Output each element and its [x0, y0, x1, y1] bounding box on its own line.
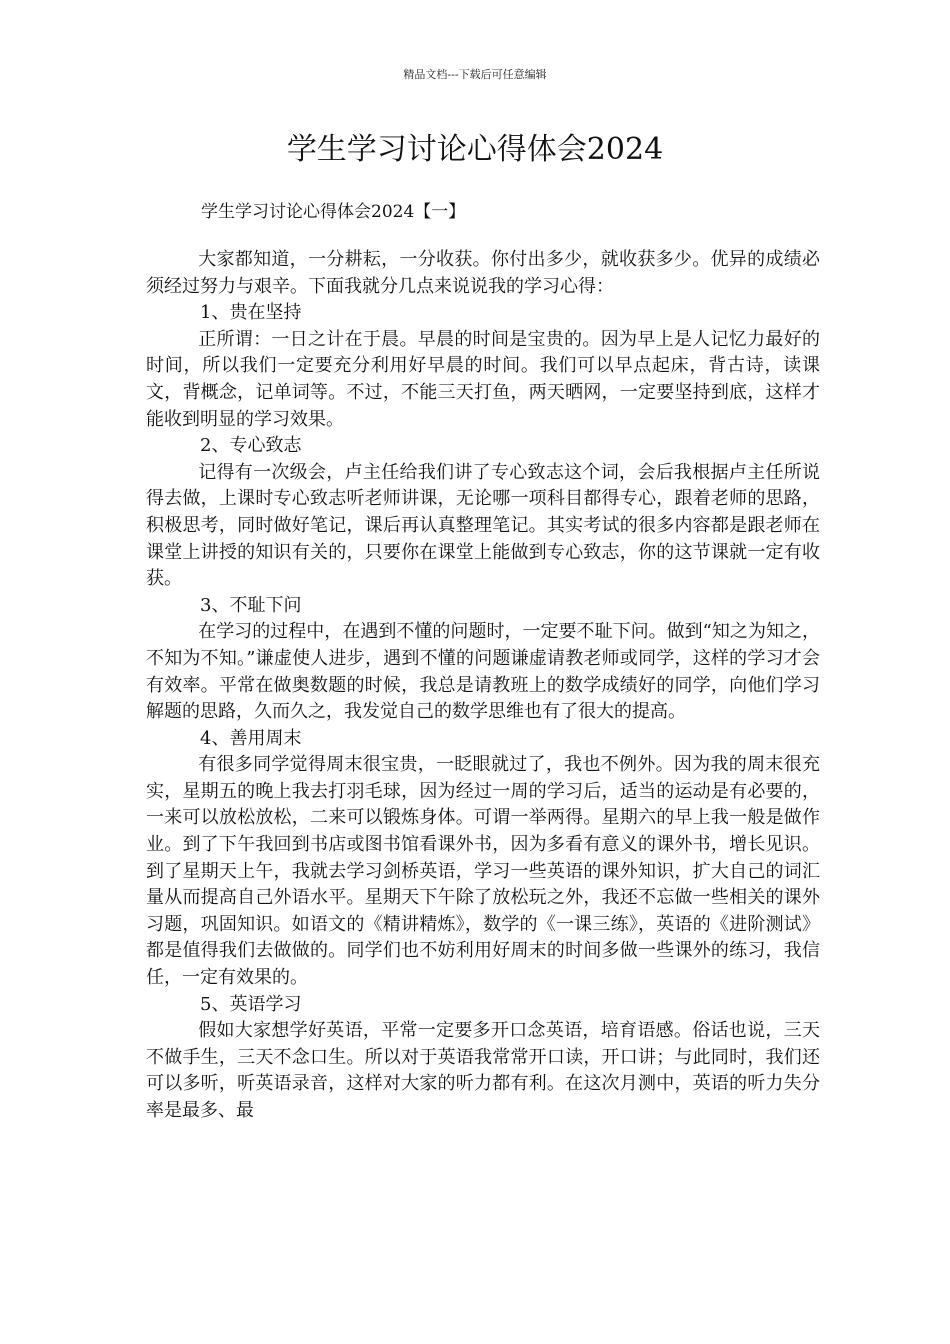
section-heading-3: 3、不耻下问 — [200, 594, 302, 616]
section-heading-5: 5、英语学习 — [200, 993, 302, 1015]
document-title: 学生学习讨论心得体会2024 — [286, 132, 664, 167]
section-heading-1: 1、贵在坚持 — [200, 302, 302, 324]
section-paragraph-3: 在学习的过程中，在遇到不懂的问题时，一定要不耻下问。做到“知之为知之，不知为不知。”谦虚使人进步，遇到不懂的问题谦虚请教老师或同学，这样的学习才会有效率。平常在做奥数题的时候，我总是请教班上的数学成绩好的同学，向他们学习解题的思路，久而久之，我发觉自己的数学思维也有了很大的提高。 — [146, 621, 820, 723]
section-subtitle: 学生学习讨论心得体会2024【一】 — [201, 202, 466, 222]
section-paragraph-2: 记得有一次级会，卢主任给我们讲了专心致志这个词，会后我根据卢主任所说得去做，上课时专心致志听老师讲课，无论哪一项科目都得专心，跟着老师的思路，积极思考，同时做好笔记，课后再认真整理笔记。其实考试的很多内容都是跟老师在课堂上讲授的知识有关的，只要你在课堂上能做到专心致志，你的这节课就一定有收获。 — [146, 461, 820, 590]
page-header: 精品文档---下载后可任意编辑 — [403, 68, 547, 81]
document-body — [146, 247, 820, 1125]
section-paragraph-1: 正所谓：一日之计在于晨。早晨的时间是宝贵的。因为早上是人记忆力最好的时间，所以我们一定要充分利用好早晨的时间。我们可以早点起床，背古诗，读课文，背概念，记单词等。不过，不能三天打鱼，两天晒网，一定要坚持到底，这样才能收到明显的学习效果。 — [146, 328, 820, 430]
section-paragraph-4: 有很多同学觉得周末很宝贵，一眨眼就过了，我也不例外。因为我的周末很充实，星期五的晚上我去打羽毛球，因为经过一周的学习后，适当的运动是有必要的，一来可以放松放松，二来可以锻炼身体。可谓一举两得。星期六的早上我一般是做作业。到了下午我回到书店或图书馆看课外书，因为多看有意义的课外书，增长见识。到了星期天上午，我就去学习剑桥英语，学习一些英语的课外知识，扩大自己的词汇量从而提高自己外语水平。星期天下午除了放松玩之外，我还不忘做一些相关的课外习题，巩固知识。如语文的《精讲精炼》，数学的《一课三练》，英语的《进阶测试》都是值得我们去做做的。同学们也不妨利用好周末的时间多做一些课外的练习，我信任，一定有效果的。 — [146, 754, 820, 989]
intro-paragraph: 大家都知道，一分耕耘，一分收获。你付出多少，就收获多少。优异的成绩必须经过努力与艰辛。下面我就分几点来说说我的学习心得： — [146, 249, 820, 297]
section-heading-4: 4、善用周末 — [200, 727, 302, 749]
section-paragraph-5: 假如大家想学好英语，平常一定要多开口念英语，培育语感。俗话也说，三天不做手生，三天不念口生。所以对于英语我常常开口读，开口讲；与此同时，我们还可以多听，听英语录音，这样对大家的听力都有利。在这次月测中，英语的听力失分率是最多、最 — [146, 1020, 820, 1121]
section-heading-2: 2、专心致志 — [200, 435, 302, 457]
